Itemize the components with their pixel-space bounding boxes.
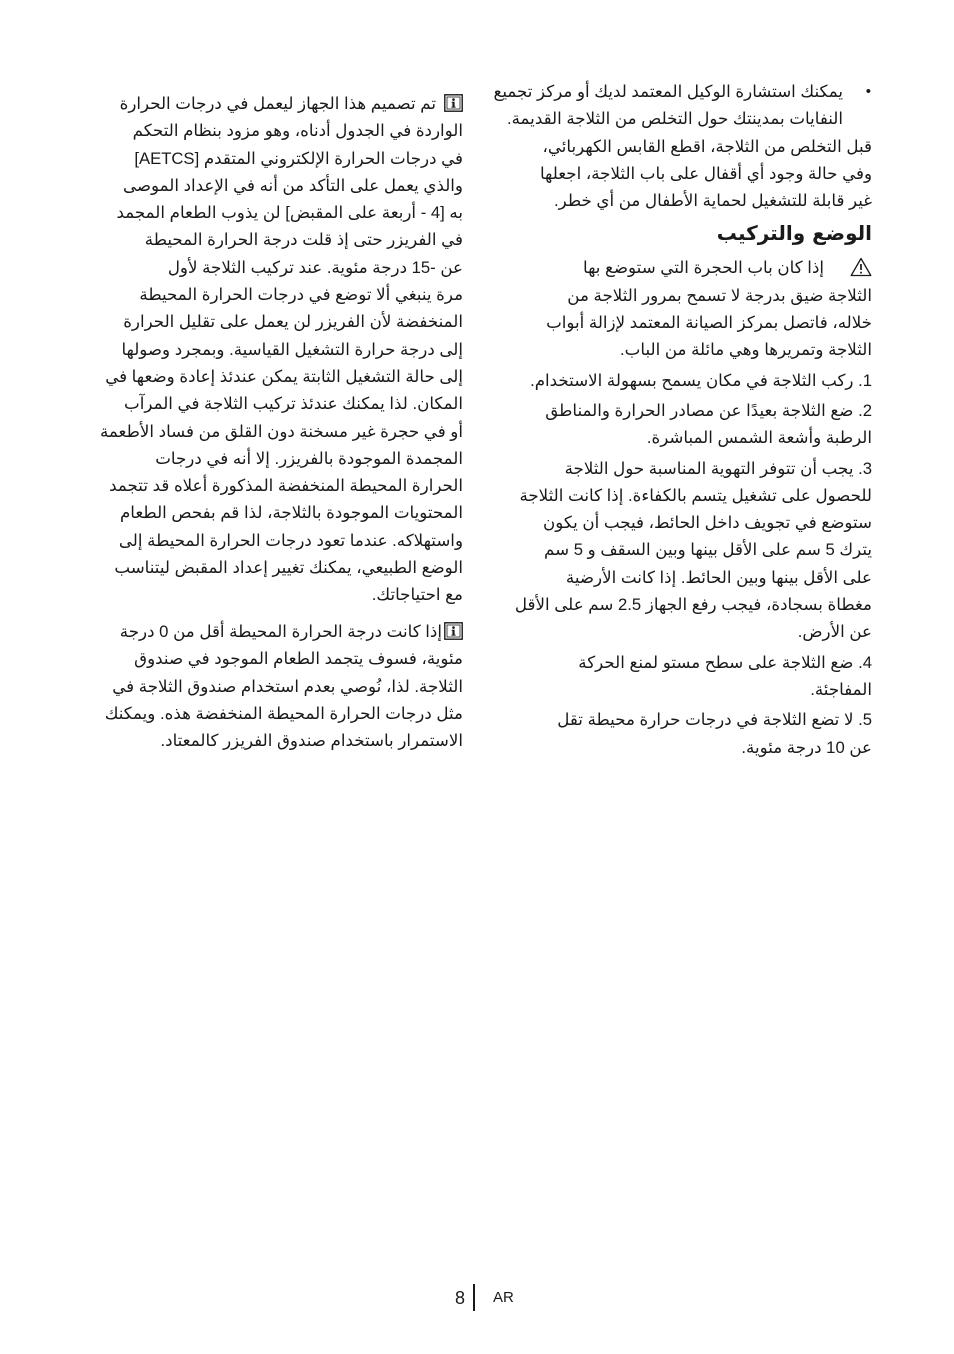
text-line <box>488 160 872 187</box>
text-line <box>78 700 463 727</box>
line-content <box>647 424 872 451</box>
text-line <box>78 727 463 754</box>
line-content <box>121 336 463 363</box>
line-text: مرة ينبغي ألا توضع في درجات الحرارة المحيطة <box>139 285 463 305</box>
line-text: مثل درجات الحرارة المحيطة المنخفضة هذه. ويمكنك <box>104 703 463 723</box>
text-line <box>488 455 872 482</box>
line-text: أو في حجرة غير مسخنة دون القلق من فساد الأطعمة <box>99 421 463 441</box>
line-text: تم تصميم هذا الجهاز ليعمل في درجات الحرارة <box>119 94 436 113</box>
line-text: 4. ضع الثلاجة على سطح مستو لمنع الحركة <box>578 652 872 672</box>
line-content <box>139 281 463 308</box>
line-text: 5. لا تضع الثلاجة في درجات حرارة محيطة تقل <box>557 710 872 730</box>
text-line <box>78 336 463 363</box>
line-text: وفي حالة وجود أي أقفال على باب الثلاجة، اجعلها <box>539 163 872 183</box>
line-content <box>519 482 872 509</box>
text-line <box>488 105 843 132</box>
text-line <box>488 336 872 363</box>
line-content <box>168 254 463 281</box>
text-line <box>488 591 872 618</box>
text-line <box>488 706 872 733</box>
line-text: 2. ضع الثلاجة بعيدًا عن مصادر الحرارة والمناطق <box>545 400 872 420</box>
line-content <box>544 536 872 563</box>
line-content <box>123 308 463 335</box>
line-content <box>507 105 843 132</box>
line-text: إلى درجة حرارة التشغيل القياسية. وبمجرد وصولها <box>121 339 463 359</box>
text-line <box>488 133 872 160</box>
line-content <box>155 445 463 472</box>
line-text: عن -15 درجة مئوية. عند تركيب الثلاجة لأول <box>167 257 463 277</box>
language-code: AR <box>493 1289 514 1306</box>
text-line <box>78 90 463 117</box>
line-content <box>578 649 872 676</box>
line-text: واستهلاكه. عندما تعود درجات الحرارة المحيطة إلى <box>118 530 463 550</box>
section-title: الوضع والتركيب <box>716 221 872 246</box>
line-text: إذا كانت درجة الحرارة المحيطة أقل من 0 درجة <box>119 622 442 642</box>
text-line <box>78 554 463 581</box>
right-column <box>488 78 872 761</box>
text-line <box>78 445 463 472</box>
line-text: به [4 - أربعة على المقبض] لن يذوب الطعام المجمد <box>116 203 463 223</box>
text-line <box>78 390 463 417</box>
line-text: الواردة في الجدول أدناه، وهو مزود بنظام التحكم <box>132 121 463 141</box>
line-content <box>545 397 872 424</box>
info-icon <box>444 94 463 112</box>
footer-divider <box>473 1284 475 1311</box>
installation-step-5 <box>488 706 872 761</box>
text-line <box>78 581 463 608</box>
page-number: 8 <box>454 1288 465 1308</box>
line-content <box>620 336 872 363</box>
line-content <box>120 618 463 645</box>
line-content <box>372 581 463 608</box>
text-line <box>488 78 843 105</box>
text-line <box>488 734 872 761</box>
line-content <box>120 499 463 526</box>
line-content <box>116 199 463 226</box>
line-content <box>134 145 463 172</box>
line-text: المنخفضة لأن الفريزر لن يعمل على تقليل الحرارة <box>123 312 463 332</box>
line-content <box>540 160 872 187</box>
text-line <box>488 187 872 214</box>
line-content <box>134 645 463 672</box>
line-content <box>557 706 872 733</box>
text-line <box>488 509 872 536</box>
text-line <box>78 199 463 226</box>
line-text: الحرارة المحيطة المنخفضة المذكورة أعلاه قد تتجمد <box>109 476 463 496</box>
bullet-icon: • <box>865 83 871 100</box>
text-line <box>78 418 463 445</box>
line-content <box>119 527 463 554</box>
line-content <box>114 554 463 581</box>
text-line <box>78 254 463 281</box>
installation-step-2 <box>488 397 872 452</box>
line-text: قبل التخلص من الثلاجة، اقطع القابس الكهربائي، <box>542 136 872 156</box>
text-line <box>78 363 463 390</box>
text-line <box>488 676 872 703</box>
line-text: الوضع الطبيعي، يمكنك تغيير إعداد المقبض ليتناسب <box>114 558 463 578</box>
line-text: يترك 5 سم على الأقل بينها وبين السقف و 5 سم <box>544 540 872 560</box>
line-text: المجمدة الموجودة بالفريزر. إلا أنه في درجات <box>155 448 463 468</box>
line-content <box>109 472 463 499</box>
line-content <box>810 676 872 703</box>
line-text: الثلاجة. لذا، نُوصي بعدم استخدام صندوق الثلاجة في <box>112 676 463 696</box>
line-text: مغطاة بسجادة، فيجب رفع الجهاز 2.5 سم على الأقل <box>514 595 872 615</box>
warning-triangle-icon <box>850 257 872 277</box>
page-footer <box>440 1280 540 1316</box>
installation-step-1 <box>488 367 872 394</box>
text-line <box>78 117 463 144</box>
line-text: النفايات بمدينتك حول التخلص من الثلاجة القديمة. <box>506 109 843 129</box>
line-text: مع احتياجاتك. <box>371 585 463 605</box>
line-text: إذا كان باب الحجرة التي ستوضع بها <box>582 258 824 278</box>
text-line <box>488 309 872 336</box>
low-temperature-info-note <box>78 618 463 754</box>
line-content <box>100 418 463 445</box>
line-content <box>493 78 843 105</box>
text-line <box>78 645 463 672</box>
line-content <box>566 564 872 591</box>
line-content <box>124 390 463 417</box>
text-line <box>488 254 872 281</box>
line-content <box>741 734 872 761</box>
text-line <box>488 397 872 424</box>
disposal-note <box>488 133 872 215</box>
line-text: الاستمرار باستخدام صندوق الفريزر كالمعتاد. <box>160 731 463 751</box>
line-content <box>112 673 463 700</box>
door-warning-note <box>488 254 872 363</box>
text-line <box>78 281 463 308</box>
line-content <box>567 282 872 309</box>
line-content <box>565 455 872 482</box>
text-line <box>78 145 463 172</box>
line-content <box>542 133 872 160</box>
disposal-bullet-item <box>488 78 872 133</box>
line-text: ستوضع في تجويف داخل الحائط، فيجب أن يكون <box>543 513 872 533</box>
line-content <box>515 591 872 618</box>
line-text: في الفريزر حتى إذ قلت درجة الحرارة المحيطة <box>144 230 463 250</box>
line-content <box>546 309 872 336</box>
line-text: عن الأرض. <box>797 622 872 642</box>
line-text: المحتويات الموجودة بالثلاجة، لذا قم بفحص الطعام <box>119 503 463 523</box>
line-text: المكان. لذا يمكنك عندئذ تركيب الثلاجة في المرآب <box>124 394 463 414</box>
line-text: الثلاجة وتمريرها وهي مائلة من الباب. <box>620 340 872 360</box>
line-content <box>145 226 463 253</box>
line-content <box>105 700 463 727</box>
installation-step-3 <box>488 455 872 646</box>
text-line <box>78 172 463 199</box>
line-text: عن 10 درجة مئوية. <box>741 737 872 757</box>
text-line <box>78 618 463 645</box>
line-text: 1. ركب الثلاجة في مكان يسمح بسهولة الاستخدام. <box>530 370 872 390</box>
line-content <box>123 172 463 199</box>
line-text: الثلاجة ضيق بدرجة لا تسمح بمرور الثلاجة من <box>567 285 872 305</box>
line-text: المفاجئة. <box>810 679 872 699</box>
line-text: للحصول على تشغيل يتسم بالكفاءة. إذا كانت الثلاجة <box>519 485 872 505</box>
line-text: غير قابلة للتشغيل لحماية الأطفال من أي خطر. <box>553 191 872 211</box>
line-content <box>105 363 463 390</box>
text-line <box>78 527 463 554</box>
line-text: الرطبة وأشعة الشمس المباشرة. <box>646 428 872 448</box>
line-content <box>798 618 872 645</box>
text-line <box>488 482 872 509</box>
installation-step-4 <box>488 649 872 704</box>
left-column <box>78 90 463 755</box>
line-text: 3. يجب أن تتوفر التهوية المناسبة حول الثلاجة <box>564 458 872 478</box>
ambient-temperature-info-note <box>78 90 463 609</box>
line-content <box>530 367 872 394</box>
text-line <box>78 226 463 253</box>
text-line <box>488 424 872 451</box>
text-line <box>488 367 872 394</box>
text-line <box>488 618 872 645</box>
line-text: إلى حالة التشغيل الثابتة يمكن عندئذ إعادة وضعها في <box>105 366 463 386</box>
line-text: في درجات الحرارة الإلكتروني المتقدم [AETCS] <box>134 148 463 168</box>
line-text: مئوية، فسوف يتجمد الطعام الموجود في صندوق <box>134 649 463 669</box>
info-icon <box>444 622 463 640</box>
line-content <box>133 117 463 144</box>
text-line <box>488 536 872 563</box>
text-line <box>488 282 872 309</box>
line-text: والذي يعمل على التأكد من أنه في الإعداد الموصى <box>122 175 463 195</box>
line-content <box>161 727 463 754</box>
line-text: يمكنك استشارة الوكيل المعتمد لديك أو مركز تجميع <box>493 82 843 101</box>
line-content <box>543 509 872 536</box>
line-text: خلاله، فاتصل بمركز الصيانة المعتمد لإزالة أبواب <box>546 313 872 333</box>
text-line <box>78 308 463 335</box>
text-line <box>488 564 872 591</box>
line-content <box>120 90 463 117</box>
line-content <box>554 187 872 214</box>
text-line <box>78 673 463 700</box>
text-line <box>78 499 463 526</box>
line-content <box>583 254 872 281</box>
text-line <box>78 472 463 499</box>
line-text: على الأقل بينها وبين الحائط. إذا كانت الأرضية <box>565 567 872 587</box>
text-line <box>488 649 872 676</box>
